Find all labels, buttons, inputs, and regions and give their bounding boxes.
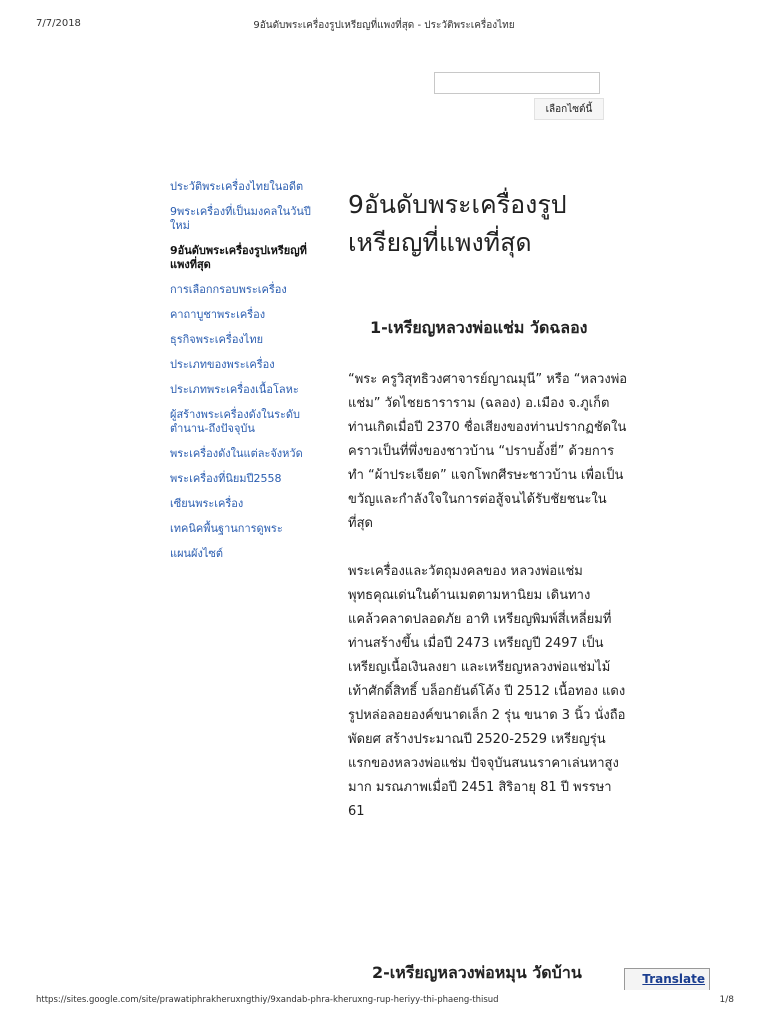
sidebar-item-metal-amulets[interactable]: ประเภทพระเครื่องเนื้อโลหะ [170,383,299,396]
sidebar-item-legendary-makers[interactable]: ผู้สร้างพระเครื่องดังในระดับตำนาน-ถึงปัจจุบัน [170,408,301,435]
article-paragraph: พระเครื่องและวัตถุมงคลของ หลวงพ่อแช่ม พุทธคุณเด่นในด้านเมตตามหานิยม เดินทางแคล้วคลาดปลอดภัย อาทิ เหรียญพิมพ์สี่เหลี่ยมที่ท่านสร้างขึ้น เมื่อปี 2473 เหรียญปี 2497 เป็นเหรียญเนื้อเงินลงยา และเหรียญหลวงพ่อแช่มไม้เท้าศักดิ์สิทธิ์ บล็อกยันต์โค้ง ปี 2512 เนื้อทอง แดง รูปหล่อลอยองค์ขนาดเล็ก 2 รุ่น ขนาด 3 นิ้ว นั่งถือพัดยศ สร้างประมาณปี 2520-2529 เหรียญรุ่นแรกของหลวงพ่อแช่ม ปัจจุบันสนนราคาเล่นหาสูงมาก มรณภาพเมื่อปี 2451 สิริอายุ 81 ปี พรรษา 61 [348,564,626,819]
page-title: 9อันดับพระเครื่องรูปเหรียญที่แพงที่สุด [348,190,567,257]
sidebar-item-top9-coins[interactable]: 9อันดับพระเครื่องรูปเหรียญที่แพงที่สุด [170,244,307,271]
search-input[interactable] [434,72,600,94]
sidebar-item-new-year-amulets[interactable]: 9พระเครื่องที่เป็นมงคลในวันปีใหม่ [170,205,311,232]
sidebar-item-amulet-types[interactable]: ประเภทของพระเครื่อง [170,358,275,371]
sidebar-item-frame-selection[interactable]: การเลือกกรอบพระเครื่อง [170,283,287,296]
sidebar-item-sitemap[interactable]: แผนผังไซต์ [170,547,224,560]
translate-link[interactable]: Translate [642,972,705,986]
print-footer-url: https://sites.google.com/site/prawatiphrakheruxngthiy/9xandab-phra-kheruxng-rup-heriyy-thi-phaeng-thisud [36,995,499,1005]
sidebar-nav [170,180,320,572]
print-date: 7/7/2018 [36,18,81,29]
sidebar-item-provincial-amulets[interactable]: พระเครื่องดังในแต่ละจังหวัด [170,447,303,460]
sidebar-item-history[interactable]: ประวัติพระเครื่องไทยในอดีต [170,180,304,193]
search-site-button[interactable]: เลือกไซต์นี้ [534,98,604,120]
article-paragraph: “พระ ครูวิสุทธิวงศาจารย์ญาณมุนี” หรือ “หลวงพ่อแช่ม” วัดไชยธาราราม (ฉลอง) อ.เมือง จ.ภูเก็ต ท่านเกิดเมื่อปี 2370 ชื่อเสียงของท่านปรากฏชัดในคราวเป็นที่พึ่งของชาวบ้าน “ปราบอั้งยี่” ด้วยการทำ “ผ้าประเจียด” แจกโพกศีรษะชาวบ้าน เพื่อเป็นขวัญและกำลังใจในการต่อสู้จนได้รับชัยชนะในที่สุด [348,372,628,531]
sidebar-item-amulet-business[interactable]: ธุรกิจพระเครื่องไทย [170,333,264,346]
print-page-number: 1/8 [719,995,734,1005]
sidebar-item-basic-techniques[interactable]: เทคนิคพื้นฐานการดูพระ [170,522,283,535]
sidebar-item-popular-2558[interactable]: พระเครื่องที่นิยมปี2558 [170,472,282,485]
sidebar-item-amulet-experts[interactable]: เซียนพระเครื่อง [170,497,244,510]
section-heading: 2-เหรียญหลวงพ่อหมุน วัดบ้าน [372,963,582,982]
print-page-title: 9อันดับพระเครื่องรูปเหรียญที่แพงที่สุด - ประวัติพระเครื่องไทย [253,20,515,31]
main-content [348,186,628,824]
translate-widget [624,968,710,990]
sidebar-item-worship-mantra[interactable]: คาถาบูชาพระเครื่อง [170,308,266,321]
section-heading: 1-เหรียญหลวงพ่อแช่ม วัดฉลอง [370,318,588,337]
